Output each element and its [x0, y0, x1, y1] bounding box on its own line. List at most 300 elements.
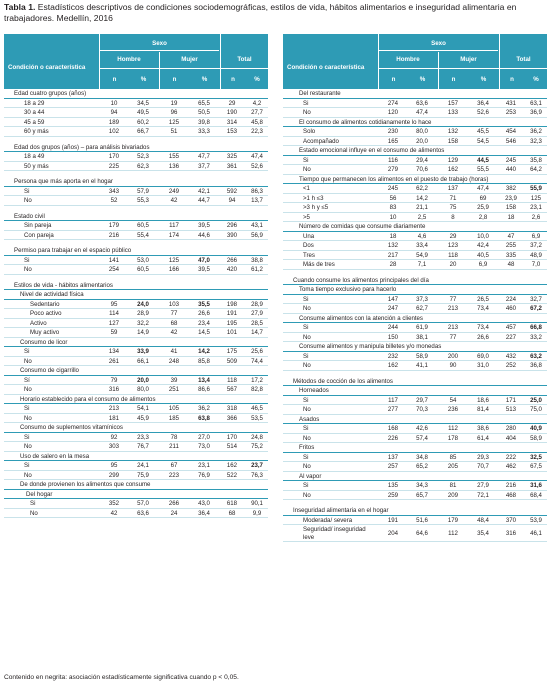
row-label: No [24, 197, 32, 204]
cell-mujer-n: 54 [449, 396, 457, 404]
subsection-heading [283, 89, 547, 99]
row-label: >5 [303, 213, 310, 221]
subsection-label: Consume alimentos y manipula billetes y/o monedas [299, 343, 442, 350]
cell-hombre-n: 232 [387, 352, 399, 360]
row-label: Más de tres [303, 261, 335, 268]
cell-hombre-pct: 70,3 [416, 406, 428, 413]
cell-mujer-n: 39 [170, 376, 178, 384]
cell-total-n: 153 [226, 128, 238, 135]
cell-mujer-n: 123 [447, 242, 459, 249]
cell-hombre-n: 52 [110, 197, 118, 204]
cell-hombre-pct: 55,4 [137, 231, 149, 239]
cell-total-pct: 63,2 [530, 352, 542, 360]
cell-mujer-n: 213 [447, 324, 459, 331]
cell-total-pct: 74,4 [251, 357, 263, 365]
cell-hombre-pct: 57,0 [137, 500, 149, 507]
cell-total-n: 468 [505, 491, 517, 499]
cell-mujer-n: 174 [168, 231, 180, 239]
row-label: Si [303, 396, 309, 404]
cell-hombre-n: 352 [108, 500, 120, 507]
subsection-label: El consumo de alimentos cotidianamente lo hace [299, 118, 432, 126]
table-row [4, 231, 268, 241]
subsection-label: Consumo de suplementos vitamínicos [20, 424, 123, 431]
cell-hombre-pct: 47,4 [416, 109, 428, 116]
cell-mujer-pct: 31,0 [477, 362, 489, 369]
cell-hombre-pct: 57,9 [137, 187, 149, 195]
cell-hombre-n: 116 [388, 156, 398, 164]
table-row [4, 385, 268, 395]
cell-mujer-n: 162 [447, 166, 459, 173]
header-total: Total [516, 55, 531, 63]
cell-hombre-n: 150 [387, 333, 399, 341]
header-mujer: Mujer [181, 55, 198, 63]
cell-mujer-n: 42 [170, 197, 178, 204]
cell-total-pct: 28,5 [251, 319, 263, 327]
cell-hombre-n: 189 [108, 118, 120, 126]
cell-total-n: 18 [507, 213, 515, 221]
cell-hombre-pct: 66,1 [137, 357, 149, 365]
row-label: No [24, 443, 32, 450]
cell-total-n: 227 [505, 333, 517, 341]
cell-total-pct: 38,8 [251, 256, 263, 264]
cell-total-pct: 48,9 [530, 251, 542, 259]
cell-mujer-n: 20 [449, 261, 457, 268]
cell-hombre-pct: 7,1 [417, 261, 427, 268]
cell-mujer-pct: 38,6 [477, 425, 489, 432]
cell-total-pct: 37,2 [530, 242, 542, 249]
cell-total-pct: 31,6 [530, 482, 542, 489]
cell-mujer-n: 118 [448, 251, 458, 259]
row-label: Si [303, 453, 309, 461]
row-label: Sedentario [30, 300, 60, 308]
header-sexo: Sexo [431, 39, 446, 47]
header-n: n [112, 75, 117, 83]
row-label: Dos [303, 242, 314, 249]
section-label: Inseguridad alimentaria en el hogar [293, 507, 389, 514]
cell-hombre-n: 79 [110, 376, 118, 384]
row-label: 45 a 59 [24, 118, 45, 126]
cell-mujer-n: 112 [448, 425, 458, 432]
cell-total-pct: 125 [530, 194, 542, 202]
cell-hombre-pct: 58,9 [416, 352, 428, 360]
cell-total-n: 23,9 [505, 194, 517, 202]
cell-mujer-n: 8 [451, 213, 455, 221]
row-label: Tres [303, 251, 315, 259]
cell-total-pct: 23,7 [251, 462, 263, 469]
cell-total-pct: 24,8 [251, 433, 263, 441]
row-label: Si [24, 462, 30, 469]
table-row [4, 300, 268, 310]
cell-total-pct: 66,8 [530, 324, 542, 331]
table-row [283, 194, 547, 204]
row-label: No [24, 471, 32, 479]
cell-total-n: 198 [226, 300, 238, 308]
table-row [4, 319, 268, 329]
cell-total-n: 101 [226, 329, 238, 336]
table-row [283, 424, 547, 434]
cell-hombre-n: 94 [110, 109, 118, 116]
row-label: 18 a 49 [24, 153, 45, 160]
cell-mujer-n: 236 [447, 406, 459, 413]
cell-mujer-n: 77 [170, 310, 178, 317]
cell-total-pct: 68,4 [530, 491, 542, 499]
cell-total-n: 462 [505, 463, 517, 470]
cell-total-pct: 90,1 [251, 500, 263, 507]
cell-mujer-pct: 6,9 [478, 261, 488, 268]
section-label: Métodos de cocción de los alimentos [293, 377, 393, 385]
row-label: 30 a 44 [24, 109, 45, 116]
row-label: 18 a 29 [24, 99, 45, 107]
cell-total-n: 162 [226, 462, 238, 469]
table-row [283, 361, 547, 371]
section-heading [4, 177, 268, 187]
cell-mujer-pct: 85,8 [198, 357, 210, 365]
cell-total-pct: 46,1 [530, 530, 542, 537]
table-row [4, 99, 268, 109]
header-n: n [172, 75, 177, 83]
cell-mujer-pct: 65,5 [198, 99, 210, 107]
cell-total-n: 255 [505, 242, 517, 249]
table-row [4, 152, 268, 162]
cell-total-n: 48 [507, 261, 515, 268]
cell-total-pct: 55,9 [530, 185, 542, 192]
row-label: No [24, 414, 32, 422]
row-label: Poco activo [30, 310, 62, 317]
row-label: Si [303, 352, 309, 360]
table-row [4, 162, 268, 172]
section-label: Edad dos grupos (años) – para análisis bivariados [14, 143, 150, 151]
row-label: Muy activo [30, 329, 60, 336]
cell-hombre-pct: 52,3 [137, 153, 149, 160]
subsection-heading [283, 443, 547, 453]
cell-mujer-pct: 39,8 [198, 118, 210, 126]
cell-hombre-n: 18 [389, 232, 397, 240]
cell-total-pct: 45,8 [251, 118, 263, 126]
cell-mujer-n: 185 [168, 414, 180, 422]
cell-hombre-n: 245 [387, 185, 399, 192]
subsection-label: Del hogar [26, 490, 53, 498]
table-row [283, 165, 547, 175]
cell-hombre-n: 226 [387, 434, 399, 442]
cell-hombre-pct: 66,7 [137, 128, 149, 135]
cell-hombre-n: 254 [108, 266, 120, 273]
row-label: Si [303, 425, 309, 432]
header-condicion: Condición o característica [8, 64, 86, 71]
cell-hombre-n: 95 [110, 300, 118, 308]
cell-total-pct: 75,2 [251, 443, 263, 450]
header-n: n [510, 75, 514, 83]
cell-total-n: 366 [226, 414, 238, 422]
cell-hombre-n: 56 [389, 194, 397, 202]
header-pct: % [480, 75, 487, 83]
cell-mujer-pct: 25,9 [477, 204, 489, 211]
cell-mujer-pct: 14,2 [198, 348, 210, 355]
cell-total-pct: 9,9 [252, 509, 262, 517]
table-row [283, 203, 547, 213]
table-row [283, 295, 547, 305]
section-label: Edad cuatro grupos (años) [14, 90, 87, 97]
section-label: Cuando consume los alimentos principales del día [293, 276, 429, 284]
row-label: No [303, 434, 311, 442]
cell-hombre-n: 170 [108, 153, 120, 160]
cell-hombre-n: 42 [110, 509, 118, 517]
subsection-heading [283, 342, 547, 352]
cell-mujer-pct: 76,9 [198, 471, 210, 479]
cell-hombre-n: 10 [110, 99, 118, 107]
cell-mujer-n: 248 [168, 357, 180, 365]
table-row [283, 108, 547, 118]
subsection-heading [283, 222, 547, 232]
cell-mujer-pct: 43,0 [198, 500, 210, 507]
cell-mujer-pct: 29,3 [477, 453, 489, 461]
cell-hombre-n: 303 [108, 443, 120, 450]
cell-hombre-n: 299 [108, 471, 120, 479]
header-mujer: Mujer [460, 55, 477, 63]
cell-total-n: 47 [507, 232, 515, 240]
header-pct: % [140, 75, 147, 83]
cell-mujer-pct: 50,5 [198, 109, 210, 116]
subsection-label: Uso de salero en la mesa [20, 452, 90, 460]
cell-total-pct: 17,2 [251, 376, 263, 384]
section-label: Persona que más aporta en el hogar [14, 178, 113, 185]
table-row [4, 414, 268, 424]
cell-hombre-n: 10 [389, 213, 397, 221]
caption-text: Estadísticos descriptivos de condiciones sociodemográficas, estilos de vida, hábitos alimentarios e inseguridad alimentaria en trabajadores. Medellín, 2016 [4, 2, 517, 23]
cell-total-n: 457 [505, 324, 517, 331]
cell-hombre-pct: 37,3 [416, 295, 428, 303]
row-label: No [24, 266, 32, 273]
cell-hombre-pct: 63,6 [137, 509, 149, 517]
cell-mujer-pct: 73,0 [198, 443, 210, 450]
table-row [283, 462, 547, 472]
cell-total-n: 370 [505, 516, 517, 524]
cell-mujer-pct: 52,6 [477, 109, 489, 116]
row-label: Activo [30, 319, 47, 327]
cell-mujer-n: 266 [168, 500, 180, 507]
table-row [4, 127, 268, 137]
cell-mujer-pct: 36,2 [198, 405, 210, 412]
cell-mujer-pct: 23,4 [198, 319, 210, 327]
section-heading [283, 276, 547, 286]
cell-mujer-pct: 26,6 [198, 310, 210, 317]
cell-total-n: 118 [227, 376, 237, 384]
cell-hombre-n: 147 [387, 295, 399, 303]
cell-mujer-pct: 27,0 [198, 433, 210, 441]
cell-total-pct: 7,0 [531, 261, 541, 268]
cell-mujer-pct: 39,5 [198, 222, 210, 229]
subsection-label: De donde provienen los alimentos que consume [20, 481, 151, 488]
cell-total-n: 546 [505, 137, 517, 145]
subsection-label: Tiempo que permanecen los alimentos en el puesto de trabajo (horas) [299, 175, 489, 183]
cell-mujer-n: 155 [168, 153, 180, 160]
row-label: Seguridad/ inseguridad leve [303, 526, 366, 541]
row-label: No [24, 357, 32, 365]
cell-total-n: 253 [505, 109, 517, 116]
table-row [283, 99, 547, 109]
row-label: Si [24, 405, 30, 412]
table-row [283, 232, 547, 242]
cell-total-pct: 75,0 [530, 406, 542, 413]
row-label: No [303, 406, 311, 413]
cell-total-n: 316 [505, 530, 517, 537]
cell-total-n: 361 [226, 162, 238, 170]
row-label: No [303, 305, 311, 312]
cell-total-n: 314 [226, 118, 238, 126]
subsection-label: Nivel de actividad física [20, 291, 84, 298]
table-caption [4, 2, 544, 23]
cell-total-n: 170 [226, 433, 238, 441]
cell-hombre-n: 134 [108, 348, 120, 355]
row-label: No [303, 491, 311, 499]
table-row [283, 516, 547, 526]
row-label: <1 [303, 185, 310, 192]
cell-hombre-n: 168 [387, 425, 399, 432]
row-label: >1 h ≤3 [303, 194, 324, 202]
header-total: Total [237, 55, 252, 63]
caption-label: Tabla 1. [4, 2, 36, 12]
cell-hombre-n: 117 [388, 396, 398, 404]
cell-total-n: 390 [226, 231, 238, 239]
cell-total-pct: 32,3 [530, 137, 542, 145]
cell-hombre-pct: 51,6 [416, 516, 428, 524]
cell-mujer-pct: 35,5 [198, 300, 210, 308]
cell-hombre-pct: 75,9 [137, 471, 149, 479]
subsection-heading [4, 290, 268, 300]
cell-hombre-pct: 20,0 [137, 376, 149, 384]
table-row [283, 481, 547, 491]
row-label: No [24, 386, 32, 393]
cell-total-n: 382 [505, 185, 517, 192]
cell-mujer-n: 81 [449, 482, 457, 489]
cell-hombre-pct: 65,7 [416, 491, 428, 499]
header-pct: % [254, 75, 260, 83]
cell-hombre-pct: 32,2 [137, 319, 149, 327]
cell-hombre-pct: 57,4 [416, 434, 428, 442]
header-hombre: Hombre [117, 55, 141, 63]
cell-hombre-n: 92 [110, 433, 118, 441]
cell-mujer-n: 51 [170, 128, 178, 135]
row-label: No [303, 109, 311, 116]
table-body-left [4, 89, 268, 518]
cell-mujer-n: 112 [448, 530, 458, 537]
row-label: Solo [303, 128, 316, 135]
cell-total-pct: 58,9 [530, 434, 542, 442]
section-heading [4, 212, 268, 222]
cell-total-n: 509 [226, 357, 238, 365]
cell-hombre-n: 127 [108, 319, 120, 327]
cell-mujer-n: 41 [170, 348, 178, 355]
cell-mujer-n: 209 [447, 491, 459, 499]
header-sexo: Sexo [152, 39, 167, 47]
cell-hombre-pct: 62,3 [137, 162, 149, 170]
cell-mujer-pct: 27,9 [477, 482, 489, 489]
cell-mujer-n: 42 [170, 329, 178, 336]
table-row [283, 352, 547, 362]
row-label: Acompañado [303, 137, 339, 145]
cell-mujer-n: 136 [168, 162, 180, 170]
subsection-label: Estado emocional influye en el consumo de alimentos [299, 147, 445, 154]
cell-total-n: 420 [226, 266, 238, 273]
cell-mujer-n: 105 [168, 405, 180, 412]
cell-total-pct: 36,2 [530, 128, 542, 135]
table-row [283, 525, 547, 542]
section-label: Permiso para trabajar en el espacio público [14, 247, 132, 254]
cell-hombre-n: 165 [387, 137, 399, 145]
cell-total-pct: 76,3 [251, 471, 263, 479]
cell-hombre-pct: 54,9 [416, 251, 428, 259]
cell-hombre-n: 230 [387, 128, 399, 135]
table-row [4, 256, 268, 266]
cell-hombre-n: 59 [110, 329, 118, 336]
cell-hombre-n: 179 [108, 222, 120, 229]
table-row [4, 376, 268, 386]
cell-total-pct: 36,8 [530, 362, 542, 369]
cell-total-pct: 53,9 [530, 516, 542, 524]
subsection-heading [283, 472, 547, 482]
subsection-heading [283, 386, 547, 396]
row-label: No [303, 362, 311, 369]
cell-mujer-n: 178 [447, 434, 459, 442]
subsection-heading [4, 338, 268, 348]
cell-hombre-n: 132 [387, 242, 399, 249]
cell-hombre-n: 343 [108, 187, 120, 195]
cell-hombre-pct: 24,1 [137, 462, 149, 469]
cell-mujer-pct: 54,5 [477, 137, 489, 145]
cell-total-pct: 43,1 [251, 222, 263, 229]
cell-mujer-n: 251 [168, 386, 180, 393]
table-row [283, 304, 547, 314]
cell-total-n: 224 [505, 295, 517, 303]
cell-mujer-pct: 44,7 [198, 197, 210, 204]
cell-hombre-pct: 14,2 [416, 194, 428, 202]
cell-mujer-n: 67 [170, 462, 178, 469]
cell-mujer-pct: 42,1 [198, 187, 210, 195]
cell-hombre-pct: 33,9 [137, 348, 149, 355]
row-label: Si [303, 482, 309, 489]
cell-total-pct: 47,4 [251, 153, 263, 160]
cell-mujer-n: 103 [168, 300, 180, 308]
cell-total-pct: 52,6 [251, 162, 263, 170]
cell-total-pct: 27,9 [251, 310, 263, 317]
cell-mujer-n: 78 [170, 433, 178, 441]
table-row [4, 118, 268, 128]
cell-mujer-pct: 13,4 [198, 376, 210, 384]
subsection-heading [4, 366, 268, 376]
cell-mujer-n: 75 [449, 204, 457, 211]
section-label: Estado civil [14, 212, 45, 220]
table-row [4, 328, 268, 338]
cell-mujer-pct: 72,1 [477, 491, 489, 499]
cell-hombre-pct: 4,6 [417, 232, 427, 240]
section-heading [283, 377, 547, 387]
cell-total-n: 191 [226, 310, 238, 317]
cell-hombre-pct: 60,5 [137, 266, 149, 273]
table-row [4, 309, 268, 319]
cell-hombre-pct: 60,5 [137, 222, 149, 229]
cell-total-n: 513 [505, 406, 517, 413]
cell-mujer-n: 68 [170, 319, 178, 327]
subsection-label: Asados [299, 415, 320, 423]
cell-total-n: 266 [226, 256, 238, 264]
table-row [4, 442, 268, 452]
cell-total-n: 175 [226, 348, 238, 355]
subsection-heading [283, 314, 547, 324]
cell-total-n: 158 [505, 204, 517, 211]
cell-total-pct: 36,9 [530, 109, 542, 116]
cell-hombre-pct: 63,6 [416, 99, 428, 107]
row-label: Si [24, 348, 30, 355]
cell-mujer-pct: 2,8 [478, 213, 488, 221]
